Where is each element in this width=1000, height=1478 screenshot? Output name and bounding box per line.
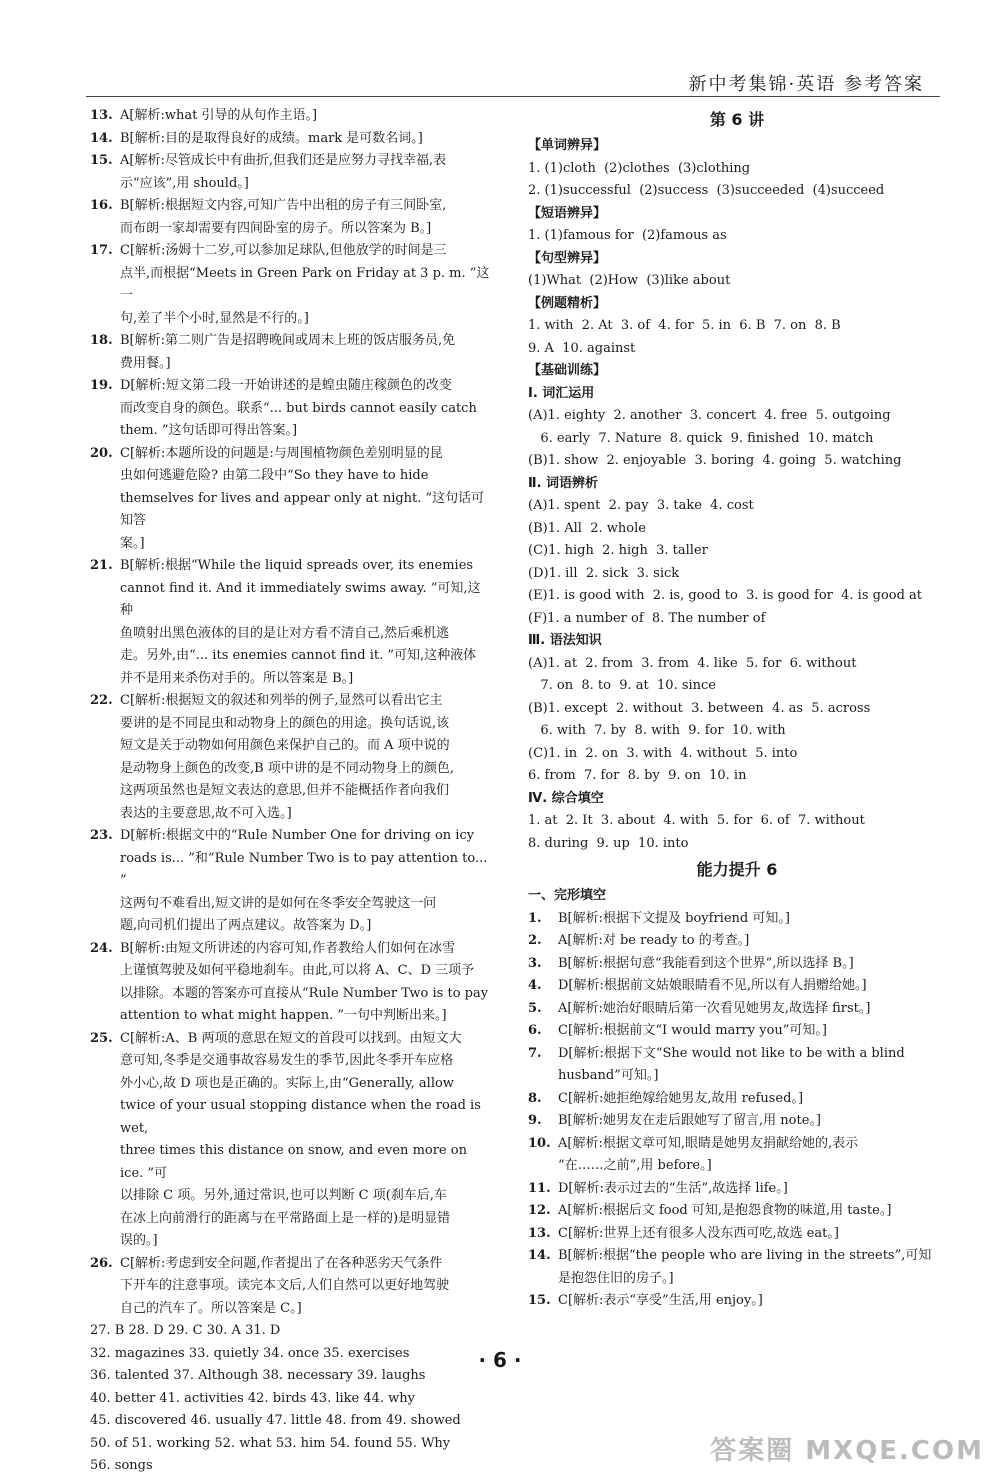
answer-item [90,938,490,1028]
explanation-line: A[解析:她治好眼睛后第一次看见她男友,故选择 first。] [558,1000,871,1016]
explanation-line: attention to what might happen. ”一句中判断出来。] [120,1008,447,1023]
answer-line: 9. A 10. against [528,340,636,356]
explanation-line: 上谨慎驾驶及如何平稳地刹车。由此,可以将 A、C、D 三项予 [120,963,475,978]
answer-item [528,998,946,1021]
answer-item [90,195,490,240]
explanation-line: 走。另外,由“... its enemies cannot find it. ”可知,这种液体 [120,648,477,663]
item-explanation [120,240,490,330]
explanation-line: 句,差了半个小时,显然是不行的。] [120,310,309,326]
explanation-line: A[解析:根据文章可知,眼睛是她男友捐献给她的,表示 [558,1135,859,1151]
explanation-line: B[解析:根据短文内容,可知广告中出租的房子有三间卧室, [120,198,447,213]
explanation-line: 短文是关于动物如何用颜色来保护自己的。而 A 项中说的 [120,738,450,753]
item-number: 22. [90,693,113,708]
answer-item [528,1133,946,1178]
section-heading: 【基础训练】 [528,363,607,378]
explanation-line: C[解析:表示“享受”生活,用 enjoy。] [558,1293,763,1308]
item-number: 13. [90,108,113,123]
answer-line: (D)1. ill 2. sick 3. sick [528,565,680,581]
short-answer-lines [90,1320,490,1478]
explanation-line: A[解析:根据后文 food 可知,是抱怨食物的味道,用 taste。] [558,1203,892,1218]
explanation-line: roads is... ”和“Rule Number Two is to pay attention to... ” [120,850,488,888]
item-explanation [558,930,946,953]
explanation-line: D[解析:短文第二段一开始讲述的是蝗虫随庄稼颜色的改变 [120,378,452,393]
answer-item [90,375,490,443]
answer-line: 6. early 7. Nature 8. quick 9. finished 10. match [528,430,874,446]
item-explanation [558,1245,946,1290]
cloze-answer-list [528,908,946,1313]
item-number: 24. [90,940,113,956]
explanation-line: twice of your usual stopping distance when the road is wet, [120,1098,481,1136]
explanation-line: 而布朗一家却需要有四间卧室的房子。所以答案为 B。] [120,220,432,236]
answer-item [90,825,490,938]
page-header [86,70,940,96]
explanation-line: 意可知,冬季是交通事故容易发生的季节,因此冬季开车应格 [120,1053,454,1068]
explanation-line: 题,向司机们提出了两点建议。故答案为 D。] [120,918,372,933]
answer-item [528,1178,946,1201]
explanation-line: 外小心,故 D 项也是正确的。实际上,由“Generally, allow [120,1075,454,1091]
explanation-line: B[解析:根据句意“我能看到这个世界”,所以选择 B。] [558,955,854,971]
item-number: 1. [528,910,542,926]
explanation-line: 是动物身上颜色的改变,B 项中讲的是不同动物身上的颜色, [120,760,454,776]
answer-item [90,150,490,195]
item-number: 10. [528,1135,551,1151]
item-number: 6. [528,1023,542,1038]
answer-line: 1. (1)famous for (2)famous as [528,228,727,243]
explanation-line: 以排除。本题的答案亦可直接从“Rule Number Two is to pay [120,985,489,1001]
explanation-line: them. ”这句话即可得出答案。] [120,423,298,438]
answer-item [528,930,946,953]
explanation-line: three times this distance on snow, and even more on ice. ”可 [120,1143,467,1181]
answer-item [90,105,490,128]
answer-item [90,690,490,825]
answer-line: (B)1. All 2. whole [528,520,646,536]
answer-line: (A)1. eighty 2. another 3. concert 4. free 5. outgoing [528,408,891,423]
answer-item [90,555,490,690]
explanation-line: 表达的主要意思,故不可入选。] [120,805,292,821]
explanation-line: 示“应该”,用 should。] [120,175,249,191]
explanation-line: B[解析:目的是取得良好的成绩。mark 是可数名词。] [120,130,423,146]
answer-item [528,1088,946,1111]
item-explanation [558,975,946,998]
item-explanation [558,998,946,1021]
section-heading: Ⅰ. 词汇运用 [528,385,595,401]
explanation-line: 在冰上向前滑行的距离与在平常路面上是一样的)是明显错 [120,1210,451,1226]
answer-item [90,240,490,330]
answer-item [528,953,946,976]
answer-item [528,975,946,998]
explanation-line: 案。] [120,535,145,551]
answer-item [528,1200,946,1223]
header-rule [86,96,940,97]
answer-line: 27. B 28. D 29. C 30. A 31. D [90,1323,281,1338]
left-column [90,105,490,1478]
answer-item [528,1223,946,1246]
item-explanation [120,195,490,240]
item-number: 15. [90,153,113,168]
explanation-line: C[解析:她拒绝嫁给她男友,故用 refused。] [558,1090,804,1106]
answer-item [528,1245,946,1290]
answer-line: (A)1. at 2. from 3. from 4. like 5. for 6. without [528,655,857,671]
answer-item [528,1110,946,1133]
item-number: 2. [528,933,542,948]
item-number: 17. [90,243,113,258]
answer-line: 1. (1)cloth (2)clothes (3)clothing [528,160,751,176]
answer-line: (A)1. spent 2. pay 3. take 4. cost [528,498,754,513]
item-explanation [558,1200,946,1223]
answer-line: 56. songs [90,1458,153,1473]
item-explanation [558,1223,946,1246]
answer-line: 6. from 7. for 8. by 9. on 10. in [528,768,747,783]
explanation-line: 是抱怨住旧的房子。] [558,1270,674,1286]
item-explanation [120,128,490,151]
explanation-line: “在……之前”,用 before。] [558,1158,712,1173]
explanation-line: cannot find it. And it immediately swims away. ”可知,这种 [120,580,481,618]
explanation-line: B[解析:根据下文提及 boyfriend 可知。] [558,910,790,926]
item-explanation [120,443,490,556]
explanation-line: B[解析:她男友在走后跟她写了留言,用 note。] [558,1113,821,1128]
explanation-line: C[解析:汤姆十二岁,可以参加足球队,但他放学的时间是三 [120,243,447,258]
answer-line: 8. during 9. up 10. into [528,835,689,851]
item-number: 13. [528,1225,551,1241]
answer-line: 7. on 8. to 9. at 10. since [528,678,717,693]
answer-line: (F)1. a number of 8. The number of [528,610,766,626]
explanation-line: 这两句不难看出,短文讲的是如何在冬季安全驾驶这一问 [120,895,437,911]
answer-item [528,1290,946,1313]
item-number: 3. [528,955,542,971]
explanation-line: 虫如何逃避危险? 由第二段中“So they have to hide [120,468,429,483]
item-explanation [558,908,946,931]
section-heading: 【单词辨异】 [528,138,607,153]
section-heading: Ⅲ. 语法知识 [528,633,602,648]
explanation-line: A[解析:尽管成长中有曲折,但我们还是应努力寻找幸福,表 [120,153,447,168]
lecture-6-content [528,135,946,855]
lecture-6-title: 第 6 讲 [709,110,765,129]
explanation-line: 要讲的是不同昆虫和动物身上的颜色的用途。换句话说,该 [120,715,450,731]
explanation-line: D[解析:表示过去的“生活”,故选择 life。] [558,1180,788,1196]
item-number: 11. [528,1180,551,1196]
item-explanation [120,150,490,195]
item-explanation [558,1043,946,1088]
item-explanation [120,1028,490,1253]
explanation-line: 费用餐。] [120,355,171,371]
answer-item [528,1020,946,1043]
cloze-subtitle: 一、完形填空 [528,888,607,903]
explanation-line: husband”可知。] [558,1068,659,1083]
explanation-line: B[解析:由短文所讲述的内容可知,作者教给人们如何在冰雪 [120,940,456,956]
explanation-line: C[解析:世界上还有很多人没东西可吃,故选 eat。] [558,1225,839,1241]
answer-item [90,1253,490,1321]
answer-line: (1)What (2)How (3)like about [528,273,731,288]
explanation-line: D[解析:根据下文“She would not like to be with a blind [558,1045,905,1061]
section-heading: Ⅱ. 词语辨析 [528,475,599,491]
item-number: 21. [90,558,113,573]
explanation-line: A[解析:对 be ready to 的考查。] [558,933,750,948]
answer-line: (B)1. except 2. without 3. between 4. as 5. across [528,700,871,716]
item-number: 18. [90,333,113,348]
item-number: 19. [90,378,113,393]
section-heading: Ⅳ. 综合填空 [528,790,604,806]
answer-line: 50. of 51. working 52. what 53. him 54. found 55. Why [90,1435,451,1451]
answer-line: 36. talented 37. Although 38. necessary 39. laughs [90,1368,426,1383]
header-title: 新中考集锦·英语 参考答案 [688,74,924,95]
right-column [528,105,946,1313]
item-number: 25. [90,1030,113,1046]
answer-item [90,443,490,556]
explanation-line: 下开车的注意事项。读完本文后,人们自然可以更好地驾驶 [120,1278,450,1293]
item-explanation [120,375,490,443]
item-explanation [120,938,490,1028]
item-number: 5. [528,1000,542,1016]
item-explanation [120,555,490,690]
item-number: 9. [528,1113,542,1128]
explanation-line: C[解析:考虑到安全问题,作者提出了在各种恶劣天气条件 [120,1255,443,1271]
item-number: 23. [90,828,113,843]
item-explanation [558,1290,946,1313]
answer-line: (B)1. show 2. enjoyable 3. boring 4. going 5. watching [528,453,902,468]
item-explanation [120,1253,490,1321]
item-number: 16. [90,198,113,213]
explanation-line: C[解析:根据短文的叙述和列举的例子,显然可以看出它主 [120,693,443,708]
answer-line: 6. with 7. by 8. with 9. for 10. with [528,723,786,738]
explanation-line: C[解析:本题所设的问题是:与周围植物颜色差别明显的昆 [120,445,443,461]
item-explanation [558,1088,946,1111]
item-number: 14. [528,1248,551,1263]
explanation-line: 并不是用来杀伤对手的。所以答案是 B。] [120,670,354,686]
item-explanation [558,1020,946,1043]
explanation-line: 这两项虽然也是短文表达的意思,但并不能概括作者向我们 [120,783,450,798]
answer-item [528,908,946,931]
item-explanation [558,953,946,976]
item-number: 8. [528,1090,542,1106]
answer-line: 45. discovered 46. usually 47. little 48. from 49. showed [90,1413,461,1428]
section-heading: 【例题精析】 [528,295,607,311]
item-explanation [120,825,490,938]
answer-line: (C)1. in 2. on 3. with 4. without 5. into [528,745,798,761]
answer-item [90,330,490,375]
explanation-line: 而改变自身的颜色。联系“... but birds cannot easily catch [120,400,477,416]
item-number: 14. [90,130,113,146]
answer-line: 2. (1)successful (2)success (3)succeeded (4)succeed [528,183,885,198]
item-number: 15. [528,1293,551,1308]
explanation-line: D[解析:根据前文姑娘眼睛看不见,所以有人捐赠给她。] [558,978,867,993]
ability-6-title: 能力提升 6 [696,860,778,879]
explanation-line: themselves for lives and appear only at night. ”这句话可知答 [120,490,485,528]
answer-line: (E)1. is good with 2. is, good to 3. is good for 4. is good at [528,588,923,603]
answer-line: 1. at 2. It 3. about 4. with 5. for 6. of 7. without [528,813,865,828]
answer-line: 32. magazines 33. quietly 34. once 35. exercises [90,1345,410,1361]
item-number: 4. [528,978,542,993]
answer-item [90,128,490,151]
item-explanation [120,690,490,825]
explanation-line: B[解析:第二则广告是招聘晚间或周末上班的饭店服务员,免 [120,333,456,348]
item-explanation [558,1133,946,1178]
answer-line: (C)1. high 2. high 3. taller [528,543,708,558]
answer-item [528,1043,946,1088]
explanation-line: C[解析:根据前文“I would marry you”可知。] [558,1023,827,1038]
answer-line: 1. with 2. At 3. of 4. for 5. in 6. B 7. on 8. B [528,318,841,333]
explanation-line: B[解析:根据“the people who are living in the streets”,可知 [558,1248,932,1263]
item-number: 26. [90,1255,113,1271]
section-heading: 【句型辨异】 [528,250,607,266]
explanation-line: 点半,而根据“Meets in Green Park on Friday at 3 p. m. ”这一 [120,265,490,303]
explanation-line: A[解析:what 引导的从句作主语。] [120,108,318,123]
explanation-line: 自己的汽车了。所以答案是 C。] [120,1300,302,1316]
item-explanation [120,105,490,128]
item-explanation [120,330,490,375]
answer-list-left [90,105,490,1320]
explanation-line: 鱼喷射出黑色液体的目的是让对方看不清自己,然后乘机逃 [120,625,450,641]
explanation-line: B[解析:根据“While the liquid spreads over, its enemies [120,558,474,573]
item-explanation [558,1178,946,1201]
item-number: 7. [528,1045,542,1061]
section-heading: 【短语辨异】 [528,205,607,221]
answer-item [90,1028,490,1253]
item-number: 12. [528,1203,551,1218]
watermark: 答案圈 MXQE.COM [710,1436,984,1466]
explanation-line: D[解析:根据文中的“Rule Number One for driving on icy [120,828,475,843]
explanation-line: 误的。] [120,1233,158,1248]
explanation-line: C[解析:A、B 两项的意思在短文的首段可以找到。由短文大 [120,1030,462,1046]
answer-line: 40. better 41. activities 42. birds 43. like 44. why [90,1390,416,1406]
item-number: 20. [90,445,113,461]
page-number: · 6 · [478,1348,522,1372]
item-explanation [558,1110,946,1133]
explanation-line: 以排除 C 项。另外,通过常识,也可以判断 C 项(刹车后,车 [120,1188,447,1203]
